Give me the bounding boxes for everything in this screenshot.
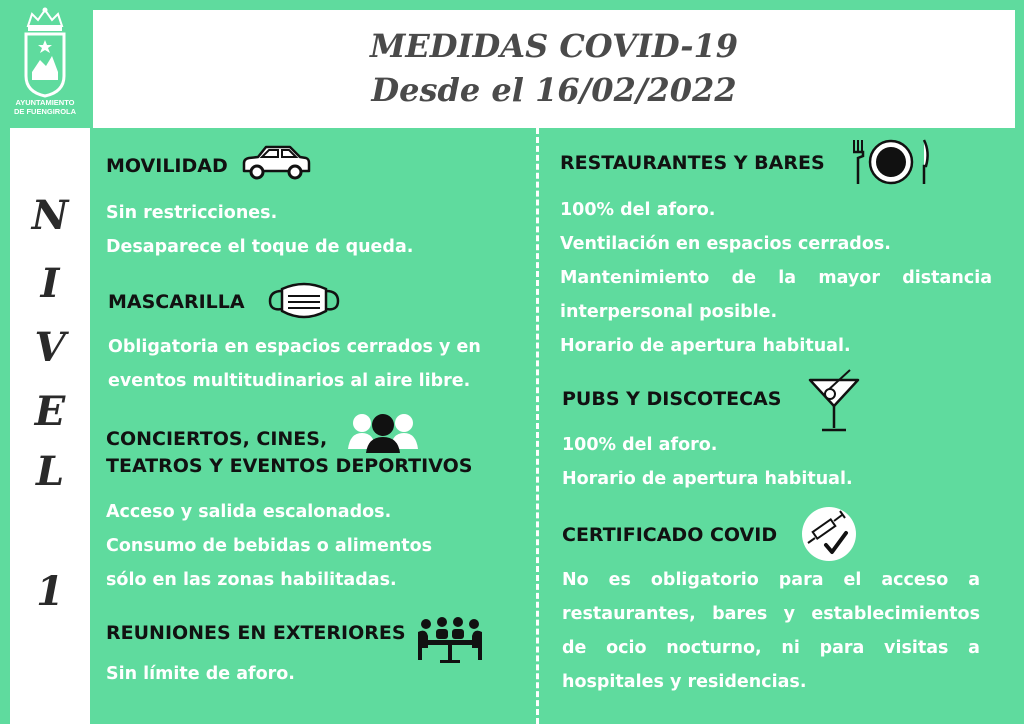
movilidad-heading: MOVILIDAD <box>106 155 228 177</box>
audience-icon <box>346 409 420 453</box>
pubs-heading: PUBS Y DISCOTECAS <box>562 388 782 410</box>
cutlery-plate-icon <box>850 136 932 188</box>
nivel-letter: V <box>34 324 66 371</box>
nivel-letter: 1 <box>36 568 64 615</box>
movilidad-text: Sin restricciones. Desaparece el toque de queda. <box>106 203 414 257</box>
nivel-letter: L <box>35 448 65 495</box>
logo-text: AYUNTAMIENTO DE FUENGIROLA <box>13 98 77 116</box>
pubs-text: 100% del aforo. Horario de apertura habitual. <box>562 435 853 489</box>
reuniones-text: Sin límite de aforo. <box>106 664 295 684</box>
nivel-strip <box>10 128 90 724</box>
conciertos-heading-line2: TEATROS Y EVENTOS DEPORTIVOS <box>106 455 473 477</box>
coat-of-arms-logo <box>20 6 70 98</box>
cocktail-glass-icon <box>806 366 862 434</box>
page-title: MEDIDAS COVID-19 <box>369 27 739 65</box>
nivel-letter: I <box>40 260 60 307</box>
restaurantes-text: 100% del aforo. Ventilación en espacios cerrados. Mantenimiento de la mayor distancia interpersonal posible. Horario de apertura habitual. <box>560 200 992 356</box>
nivel-letter: E <box>34 388 66 435</box>
conciertos-heading-line1: CONCIERTOS, CINES, <box>106 428 328 450</box>
face-mask-icon <box>266 279 342 323</box>
column-divider <box>536 128 539 724</box>
mascarilla-text: Obligatoria en espacios cerrados y en eventos multitudinarios al aire libre. <box>108 337 481 391</box>
page-subtitle: Desde el 16/02/2022 <box>371 71 737 109</box>
car-icon <box>240 143 312 183</box>
restaurantes-heading: RESTAURANTES Y BARES <box>560 152 825 174</box>
certificado-heading: CERTIFICADO COVID <box>562 524 778 546</box>
mascarilla-heading: MASCARILLA <box>108 291 245 313</box>
nivel-letter: N <box>31 192 69 239</box>
title-box <box>93 10 1015 128</box>
reuniones-heading: REUNIONES EN EXTERIORES <box>106 622 406 644</box>
logo <box>0 0 90 128</box>
syringe-check-icon <box>800 505 858 563</box>
certificado-text: No es obligatorio para el acceso a restaurantes, bares y establecimientos de ocio nocturno, ni para visitas a hospitales y residencias. <box>562 570 980 692</box>
conciertos-text: Acceso y salida escalonados. Consumo de bebidas o alimentos sólo en las zonas habilitadas. <box>106 502 433 590</box>
